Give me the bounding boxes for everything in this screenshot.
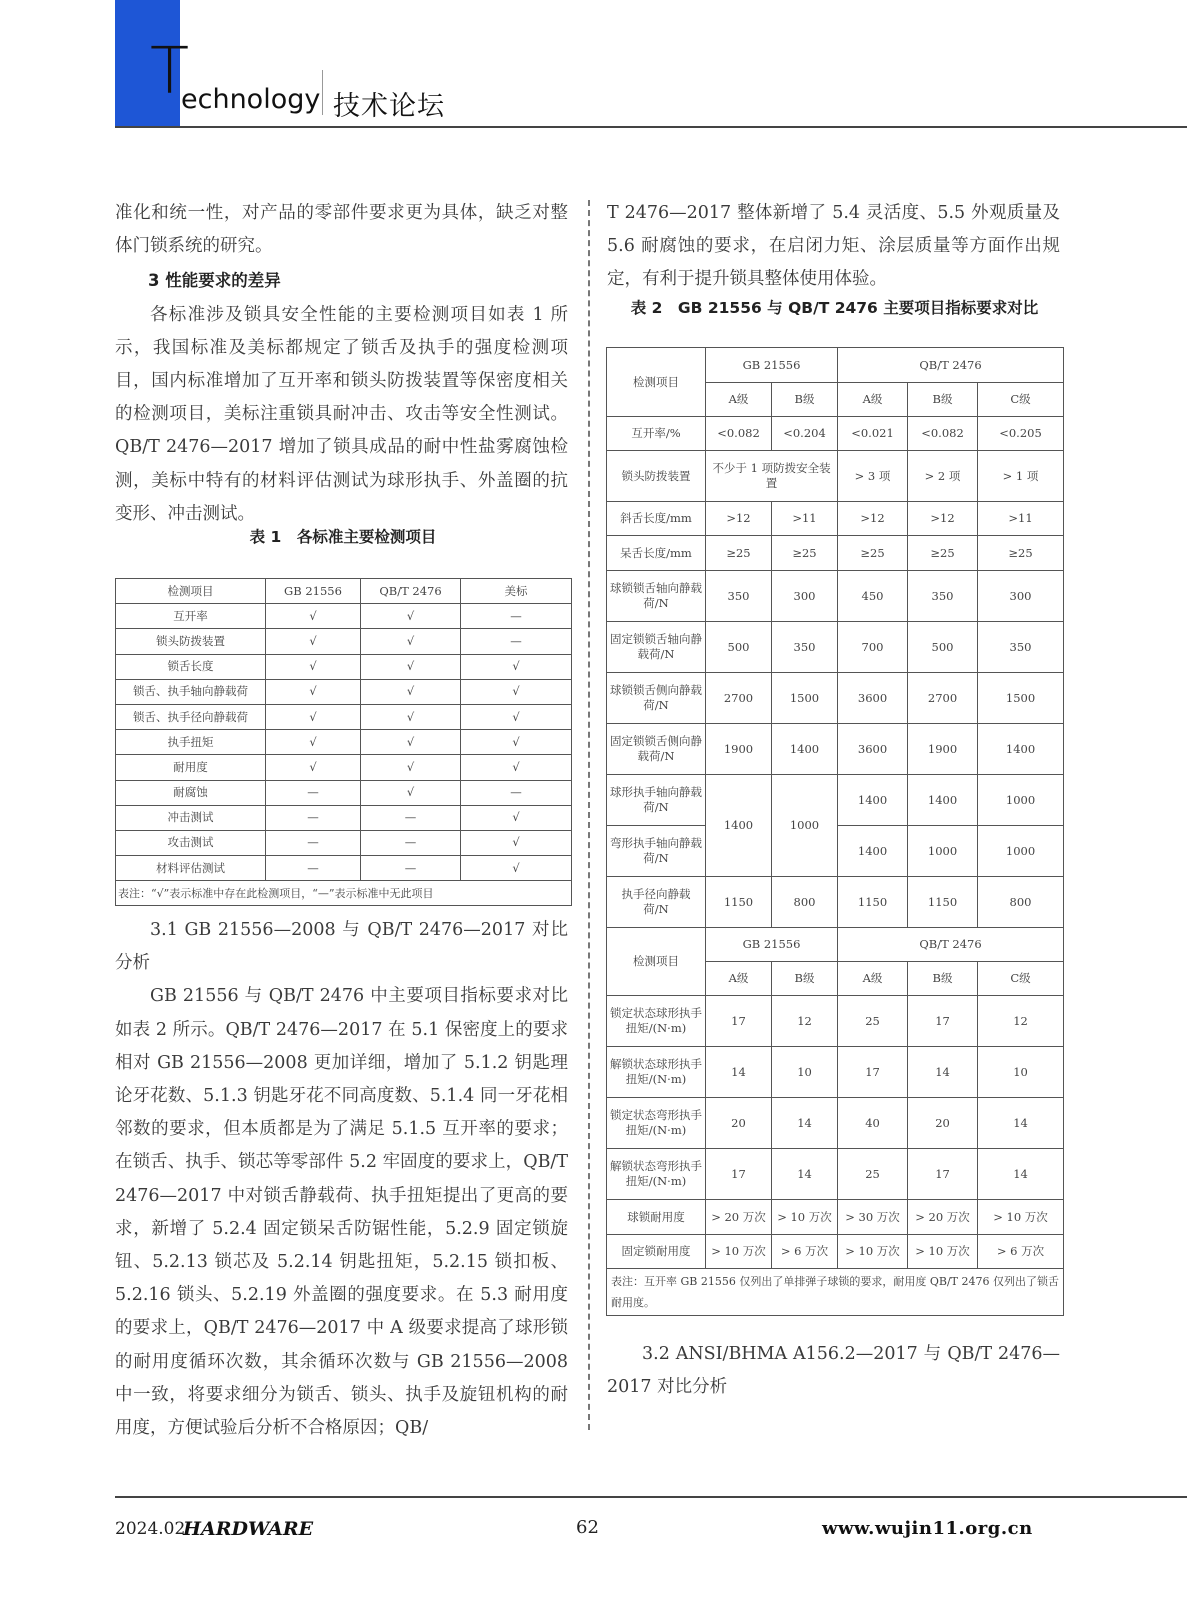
table-cell: √	[461, 654, 572, 679]
table-header-cell: QB/T 2476	[361, 579, 461, 604]
table-cell: > 10 万次	[838, 1235, 908, 1269]
table-row	[607, 417, 1064, 451]
table-cell: 1000	[908, 826, 978, 877]
table-cell: √	[266, 629, 361, 654]
table-header-row	[607, 928, 1064, 962]
table-2	[606, 347, 1064, 1316]
table-cell: 14	[978, 1149, 1064, 1200]
table-cell: 25	[838, 1149, 908, 1200]
table-1	[115, 578, 572, 906]
table-cell: >11	[978, 502, 1064, 536]
table-header-cell: B级	[908, 962, 978, 996]
table-cell: 锁舌、执手径向静载荷	[116, 704, 266, 729]
right-column-lower	[607, 1338, 1060, 1404]
table-row-label: 固定锁耐用度	[607, 1235, 706, 1269]
table-header-cell: 检测项目	[116, 579, 266, 604]
table-cell: 14	[706, 1047, 772, 1098]
table-cell: 17	[706, 1149, 772, 1200]
table-cell: 700	[838, 622, 908, 673]
table-cell: 耐用度	[116, 755, 266, 780]
table-row	[116, 679, 572, 704]
subsection-heading: 3.1 GB 21556—2008 与 QB/T 2476—2017 对比分析	[115, 920, 568, 974]
table-cell: 20	[908, 1098, 978, 1149]
table-header-cell: 美标	[461, 579, 572, 604]
column-divider	[588, 200, 590, 1430]
table-cell: > 20 万次	[908, 1200, 978, 1235]
paragraph: T 2476—2017 整体新增了 5.4 灵活度、5.5 外观质量及 5.6 耐腐蚀的要求，在启闭力矩、涂层质量等方面作出规定，有利于提升锁具整体使用体验。	[607, 203, 1060, 290]
table-cell: 1000	[978, 775, 1064, 826]
table-header-cell: B级	[772, 383, 838, 417]
table-note-row	[116, 881, 572, 906]
table-cell: —	[461, 629, 572, 654]
table-header-cell: A级	[838, 383, 908, 417]
table-cell: √	[266, 604, 361, 629]
left-column-lower	[115, 914, 568, 1445]
table-cell: √	[361, 730, 461, 755]
table-row	[116, 856, 572, 881]
table-cell: 1400	[838, 775, 908, 826]
table-header-cell: GB 21556	[706, 348, 838, 383]
table-cell: 1000	[772, 775, 838, 877]
table-cell: > 10 万次	[706, 1235, 772, 1269]
table-row	[116, 830, 572, 855]
table-cell: >12	[838, 502, 908, 536]
table-row	[607, 1098, 1064, 1149]
table-cell: √	[461, 730, 572, 755]
left-column	[115, 197, 568, 531]
table-cell: 14	[772, 1149, 838, 1200]
right-column	[607, 197, 1060, 297]
footer-rule	[115, 1496, 1187, 1498]
table-cell: 14	[978, 1098, 1064, 1149]
table-cell: —	[461, 780, 572, 805]
table-cell: 1400	[706, 775, 772, 877]
table-cell: —	[266, 780, 361, 805]
table-header-cell: A级	[706, 383, 772, 417]
table-cell: 1400	[978, 724, 1064, 775]
table-cell: —	[461, 604, 572, 629]
table-cell: 1400	[908, 775, 978, 826]
table-cell: 1400	[838, 826, 908, 877]
table-cell: 2700	[908, 673, 978, 724]
paragraph: 各标准涉及锁具安全性能的主要检测项目如表 1 所示，我国标准及美标都规定了锁舌及执手的强度检测项目，国内标准增加了互开率和锁头防拨装置等保密度相关的检测项目，美标注重锁具耐冲击、攻击等安全性测试。QB/T 2476—2017 增加了锁具成品的耐中性盐雾腐蚀检测，美标中特有的材料评估测试为球形执手、外盖圈的抗变形、冲击测试。	[115, 304, 568, 524]
table-row	[607, 1235, 1064, 1269]
table-header-row	[116, 579, 572, 604]
table-row-label: 球形执手轴向静载荷/N	[607, 775, 706, 826]
table-cell: 1150	[908, 877, 978, 928]
table-cell: 攻击测试	[116, 830, 266, 855]
footer-website-link[interactable]: www.wujin11.org.cn	[822, 1518, 1033, 1539]
table-cell: > 2 项	[908, 451, 978, 502]
table-row-label: 固定锁锁舌轴向静载荷/N	[607, 622, 706, 673]
table-note-row	[607, 1269, 1064, 1316]
table-cell: > 10 万次	[772, 1200, 838, 1235]
table-cell: ≥25	[838, 536, 908, 571]
table-cell: > 1 项	[978, 451, 1064, 502]
table-caption: 表 1 各标准主要检测项目	[249, 528, 437, 546]
table-cell: 14	[772, 1098, 838, 1149]
paragraph: GB 21556 与 QB/T 2476 中主要项目指标要求对比如表 2 所示。QB/T 2476—2017 在 5.1 保密度上的要求相对 GB 21556—2008 更加详细，增加了 5.1.2 钥匙理论牙花数、5.1.3 钥匙牙花不同高度数、5.1.4 同一牙花相邻数的要求，但本质都是为了满足 5.1.5 互开率的要求；在锁舌、执手、锁芯等零部件 5.2 牢固度的要求上，QB/T 2476—2017 中对锁舌静载荷、执手扭矩提出了更高的要求，新增了 5.2.4 固定锁呆舌防锯性能，5.2.9 固定锁旋钮、5.2.13 锁芯及 5.2.14 钥匙扭矩，5.2.15 锁扣板、5.2.16 锁头、5.2.19 外盖圈的强度要求。在 5.3 耐用度的要求上，QB/T 2476—2017 中 A 级要求提高了球形锁的耐用度循环次数，其余循环次数与 GB 21556—2008 中一致，将要求细分为锁舌、锁头、执手及旋钮机构的耐用度，方便试验后分析不合格原因；QB/	[115, 986, 568, 1439]
table-note: 表注：“√”表示标准中存在此检测项目，“—”表示标准中无此项目	[116, 881, 572, 906]
table-header-cell: GB 21556	[266, 579, 361, 604]
table-row	[116, 805, 572, 830]
table-row	[607, 1149, 1064, 1200]
table-row-label: 互开率/%	[607, 417, 706, 451]
table-cell: 20	[706, 1098, 772, 1149]
table-row-label: 解锁状态球形执手扭矩/(N·m)	[607, 1047, 706, 1098]
table-row	[607, 996, 1064, 1047]
table-cell: √	[266, 730, 361, 755]
table-cell: —	[361, 830, 461, 855]
table-cell: 耐腐蚀	[116, 780, 266, 805]
table-cell: > 6 万次	[772, 1235, 838, 1269]
table-cell: 冲击测试	[116, 805, 266, 830]
table-cell: 1150	[838, 877, 908, 928]
header-section-chinese: 技术论坛	[333, 91, 445, 122]
table-cell: 25	[838, 996, 908, 1047]
table-cell: > 6 万次	[978, 1235, 1064, 1269]
table-cell: 350	[706, 571, 772, 622]
table-cell: 17	[908, 1149, 978, 1200]
table-cell: 12	[978, 996, 1064, 1047]
table-cell: 锁头防拨装置	[116, 629, 266, 654]
table-cell: √	[461, 704, 572, 729]
table-cell: >12	[706, 502, 772, 536]
table-row-label: 锁定状态弯形执手扭矩/(N·m)	[607, 1098, 706, 1149]
table-row	[607, 451, 1064, 502]
table-cell: √	[361, 604, 461, 629]
table-cell: 2700	[706, 673, 772, 724]
table-cell: —	[266, 805, 361, 830]
footer-magazine-name: HARDWARE	[183, 1518, 314, 1540]
table-row	[607, 877, 1064, 928]
header-section-english: echnology	[181, 84, 321, 115]
table-header-cell: C级	[978, 383, 1064, 417]
table-cell: 1500	[978, 673, 1064, 724]
table-cell: 3600	[838, 673, 908, 724]
table-row	[116, 780, 572, 805]
table-row-label: 解锁状态弯形执手扭矩/(N·m)	[607, 1149, 706, 1200]
table-cell: > 10 万次	[908, 1235, 978, 1269]
table-cell: √	[361, 780, 461, 805]
table-cell: 材料评估测试	[116, 856, 266, 881]
section-heading: 3 性能要求的差异	[148, 271, 281, 291]
table-cell: √	[266, 679, 361, 704]
table-cell: 10	[978, 1047, 1064, 1098]
table-cell: <0.021	[838, 417, 908, 451]
table-row	[116, 704, 572, 729]
table-cell: <0.082	[706, 417, 772, 451]
table-row-label: 执手径向静载荷/N	[607, 877, 706, 928]
table-row	[607, 571, 1064, 622]
table-cell: 350	[908, 571, 978, 622]
table-header-cell: C级	[978, 962, 1064, 996]
table-cell: >11	[772, 502, 838, 536]
table-cell: 12	[772, 996, 838, 1047]
table-header-cell: A级	[706, 962, 772, 996]
table-row	[607, 724, 1064, 775]
table-cell: √	[461, 830, 572, 855]
table-cell: >12	[908, 502, 978, 536]
table-row	[607, 502, 1064, 536]
table-cell: —	[361, 805, 461, 830]
table-header-cell: 检测项目	[607, 928, 706, 996]
table-cell: √	[461, 805, 572, 830]
table-cell: 800	[978, 877, 1064, 928]
table-row	[116, 654, 572, 679]
table-cell: √	[361, 704, 461, 729]
table-caption: 表 2 GB 21556 与 QB/T 2476 主要项目指标要求对比	[630, 299, 1039, 317]
table-header-cell: A级	[838, 962, 908, 996]
table-cell: √	[266, 704, 361, 729]
subsection-heading: 3.2 ANSI/BHMA A156.2—2017 与 QB/T 2476—2017 对比分析	[607, 1344, 1060, 1398]
table-row-label: 斜舌长度/mm	[607, 502, 706, 536]
header-logo-letter: T	[150, 35, 190, 109]
table-cell: 1500	[772, 673, 838, 724]
table-row	[607, 622, 1064, 673]
table-cell: 锁舌、执手轴向静载荷	[116, 679, 266, 704]
table-cell: 350	[772, 622, 838, 673]
table-cell: 17	[706, 996, 772, 1047]
table-row	[607, 1200, 1064, 1235]
footer-issue-date: 2024.02	[115, 1519, 186, 1539]
table-cell: <0.205	[978, 417, 1064, 451]
table-cell: > 3 项	[838, 451, 908, 502]
table-cell: ≥25	[978, 536, 1064, 571]
table-row	[607, 775, 1064, 826]
table-cell: √	[361, 629, 461, 654]
table-row	[116, 755, 572, 780]
table-row-label: 球锁锁舌轴向静载荷/N	[607, 571, 706, 622]
table-cell: 17	[908, 996, 978, 1047]
table-cell: 1900	[706, 724, 772, 775]
table-cell: 300	[772, 571, 838, 622]
table-cell: 450	[838, 571, 908, 622]
table-cell: 互开率	[116, 604, 266, 629]
table-cell: ≥25	[772, 536, 838, 571]
table-row	[116, 604, 572, 629]
table-cell: 锁舌长度	[116, 654, 266, 679]
table-row	[607, 536, 1064, 571]
table-cell: > 30 万次	[838, 1200, 908, 1235]
table-row-label: 呆舌长度/mm	[607, 536, 706, 571]
table-cell: 10	[772, 1047, 838, 1098]
table-cell: ≥25	[706, 536, 772, 571]
table-row-label: 锁头防拨装置	[607, 451, 706, 502]
table-cell: 300	[978, 571, 1064, 622]
table-cell: √	[461, 755, 572, 780]
table-cell: <0.204	[772, 417, 838, 451]
paragraph: 准化和统一性，对产品的零部件要求更为具体，缺乏对整体门锁系统的研究。	[115, 203, 568, 257]
table-note: 表注：互开率 GB 21556 仅列出了单排弹子球锁的要求，耐用度 QB/T 2476 仅列出了锁舌耐用度。	[607, 1269, 1064, 1316]
page-number: 62	[576, 1517, 599, 1538]
table-cell: √	[266, 654, 361, 679]
table-cell: 1400	[772, 724, 838, 775]
table-cell: 不少于 1 项防拨安全装置	[706, 451, 838, 502]
table-cell: 17	[838, 1047, 908, 1098]
table-cell: 14	[908, 1047, 978, 1098]
table-row	[607, 1047, 1064, 1098]
table-cell: 40	[838, 1098, 908, 1149]
table-cell: √	[361, 654, 461, 679]
table-row	[116, 730, 572, 755]
table-cell: 500	[908, 622, 978, 673]
table-cell: —	[361, 856, 461, 881]
table-header-cell: QB/T 2476	[838, 928, 1064, 962]
table-cell: > 20 万次	[706, 1200, 772, 1235]
table-cell: —	[266, 830, 361, 855]
table-row	[116, 629, 572, 654]
table-cell: 500	[706, 622, 772, 673]
table-row-label: 固定锁锁舌侧向静载荷/N	[607, 724, 706, 775]
table-header-row	[607, 348, 1064, 383]
table-header-cell: 检测项目	[607, 348, 706, 417]
table-row-label: 球锁耐用度	[607, 1200, 706, 1235]
table-row	[607, 673, 1064, 724]
table-cell: √	[461, 679, 572, 704]
header-rule	[115, 126, 1187, 128]
table-cell: √	[461, 856, 572, 881]
table-cell: 350	[978, 622, 1064, 673]
table-header-cell: GB 21556	[706, 928, 838, 962]
table-row-label: 球锁锁舌侧向静载荷/N	[607, 673, 706, 724]
table-cell: √	[361, 679, 461, 704]
table-cell: 执手扭矩	[116, 730, 266, 755]
table-cell: 1000	[978, 826, 1064, 877]
table-header-cell: B级	[908, 383, 978, 417]
table-cell: 1900	[908, 724, 978, 775]
table-cell: —	[266, 856, 361, 881]
table-cell: > 10 万次	[978, 1200, 1064, 1235]
table-header-cell: B级	[772, 962, 838, 996]
table-cell: 800	[772, 877, 838, 928]
table-cell: √	[266, 755, 361, 780]
table-row-label: 弯形执手轴向静载荷/N	[607, 826, 706, 877]
table-row-label: 锁定状态球形执手扭矩/(N·m)	[607, 996, 706, 1047]
table-cell: <0.082	[908, 417, 978, 451]
table-cell: ≥25	[908, 536, 978, 571]
table-cell: 3600	[838, 724, 908, 775]
table-cell: √	[361, 755, 461, 780]
table-header-cell: QB/T 2476	[838, 348, 1064, 383]
header-separator	[322, 70, 323, 115]
table-cell: 1150	[706, 877, 772, 928]
